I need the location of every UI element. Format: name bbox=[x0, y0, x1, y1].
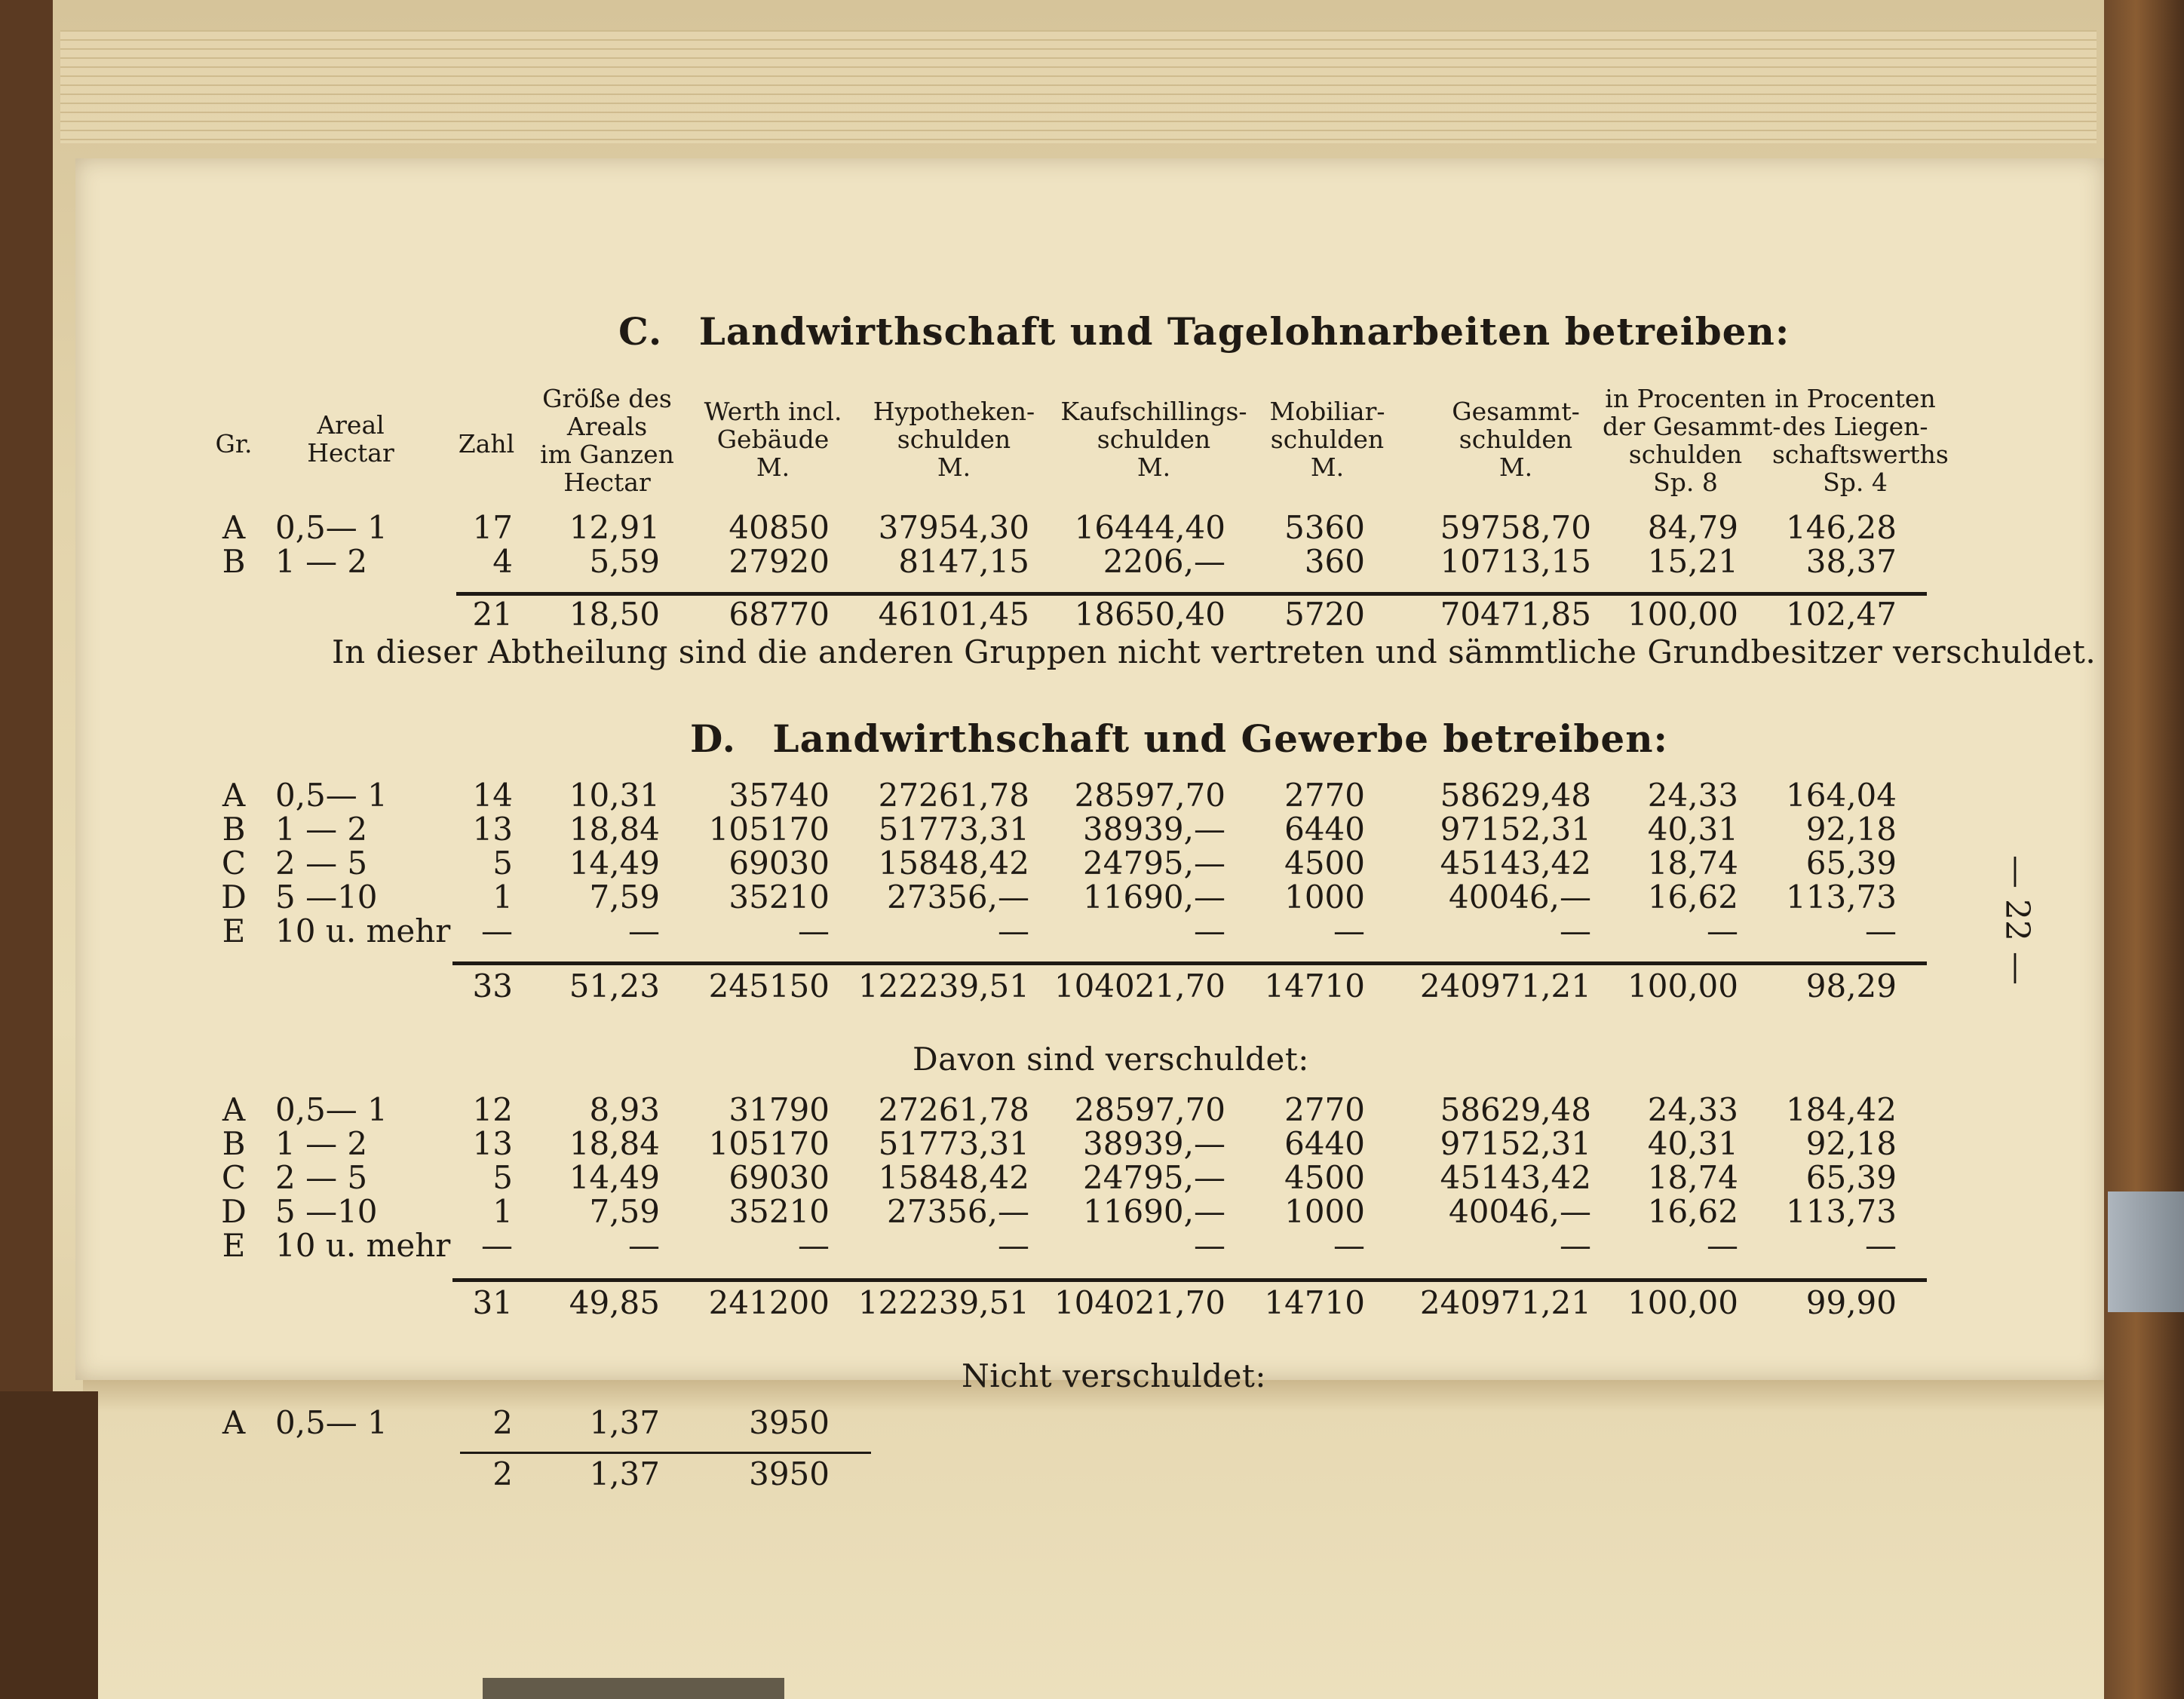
group-cell: B bbox=[222, 811, 246, 848]
kaufschilling-cell: 38939,— bbox=[1083, 1125, 1225, 1162]
proc-gesammt-cell: 100,00 bbox=[1627, 596, 1738, 633]
header-zahl: Zahl bbox=[458, 429, 515, 458]
proc-gesammt-cell: 18,74 bbox=[1647, 845, 1738, 882]
werth-cell: 105170 bbox=[708, 1125, 830, 1162]
werth-cell: 35210 bbox=[729, 1193, 830, 1230]
table-row bbox=[0, 1227, 2184, 1265]
proc-liegen-cell: 146,28 bbox=[1786, 509, 1897, 546]
werth-cell: 241200 bbox=[708, 1284, 830, 1321]
zahl-cell: 21 bbox=[472, 596, 513, 633]
groesse-cell: 49,85 bbox=[569, 1284, 660, 1321]
group-cell: E bbox=[222, 912, 246, 949]
werth-cell: 3950 bbox=[749, 1455, 830, 1492]
table-row bbox=[0, 811, 2184, 848]
areal-cell: 0,5— 1 bbox=[275, 1091, 388, 1128]
kaufschilling-cell: 104021,70 bbox=[1054, 1284, 1225, 1321]
gesammt-cell: 97152,31 bbox=[1440, 1125, 1591, 1162]
hypotheken-cell: 122239,51 bbox=[857, 1284, 1029, 1321]
mobiliar-cell: 5720 bbox=[1284, 596, 1365, 633]
zahl-cell: 31 bbox=[472, 1284, 513, 1321]
groesse-cell: 7,59 bbox=[589, 1193, 660, 1230]
hypotheken-cell: 51773,31 bbox=[878, 1125, 1029, 1162]
hypotheken-cell: 27261,78 bbox=[878, 1091, 1029, 1128]
header-hypotheken: Hypotheken- schulden M. bbox=[873, 397, 1035, 482]
gesammt-cell: 240971,21 bbox=[1419, 1284, 1591, 1321]
proc-liegen-cell: 164,04 bbox=[1786, 777, 1897, 814]
table-row bbox=[0, 1125, 2184, 1163]
kaufschilling-cell: 24795,— bbox=[1083, 1159, 1225, 1196]
groesse-cell: — bbox=[628, 1227, 660, 1264]
werth-cell: 69030 bbox=[729, 1159, 830, 1196]
table-row bbox=[0, 1193, 2184, 1231]
gesammt-cell: 40046,— bbox=[1449, 1193, 1591, 1230]
gesammt-cell: 58629,48 bbox=[1440, 777, 1591, 814]
areal-cell: 5 —10 bbox=[275, 1193, 378, 1230]
groesse-cell: 10,31 bbox=[569, 777, 660, 814]
table-row bbox=[0, 543, 2184, 581]
areal-cell: 2 — 5 bbox=[275, 845, 368, 882]
werth-cell: 3950 bbox=[749, 1404, 830, 1441]
werth-cell: 40850 bbox=[729, 509, 830, 546]
mobiliar-cell: 6440 bbox=[1284, 1125, 1365, 1162]
zahl-cell: 2 bbox=[492, 1404, 513, 1441]
areal-cell: 10 u. mehr bbox=[275, 1227, 451, 1264]
total-row bbox=[0, 1284, 2184, 1322]
proc-liegen-cell: 184,42 bbox=[1786, 1091, 1897, 1128]
proc-liegen-cell: 98,29 bbox=[1805, 968, 1897, 1004]
proc-liegen-cell: 99,90 bbox=[1805, 1284, 1897, 1321]
gesammt-cell: 70471,85 bbox=[1440, 596, 1591, 633]
kaufschilling-cell: 104021,70 bbox=[1054, 968, 1225, 1004]
proc-liegen-cell: 92,18 bbox=[1805, 1125, 1897, 1162]
group-cell: D bbox=[221, 879, 247, 915]
nicht-total-rule bbox=[460, 1452, 871, 1454]
kaufschilling-cell: 11690,— bbox=[1083, 879, 1225, 915]
kaufschilling-cell: 16444,40 bbox=[1074, 509, 1225, 546]
kaufschilling-cell: 2206,— bbox=[1103, 543, 1225, 580]
proc-gesammt-cell: 100,00 bbox=[1627, 968, 1738, 1004]
zahl-cell: 17 bbox=[472, 509, 513, 546]
kaufschilling-cell: 28597,70 bbox=[1074, 777, 1225, 814]
hypotheken-cell: 8147,15 bbox=[898, 543, 1029, 580]
table-row bbox=[0, 912, 2184, 950]
mobiliar-cell: 14710 bbox=[1264, 968, 1365, 1004]
areal-cell: 0,5— 1 bbox=[275, 1404, 388, 1441]
werth-cell: 31790 bbox=[729, 1091, 830, 1128]
section-d-title: Landwirthschaft und Gewerbe betreiben: bbox=[772, 716, 1669, 761]
proc-liegen-cell: 38,37 bbox=[1805, 543, 1897, 580]
davon-label: Davon sind verschuldet: bbox=[913, 1041, 1309, 1078]
section-d-total-rule bbox=[452, 961, 1927, 965]
section-c-heading bbox=[618, 309, 1790, 354]
kaufschilling-cell: 11690,— bbox=[1083, 1193, 1225, 1230]
gesammt-cell: 45143,42 bbox=[1440, 1159, 1591, 1196]
gesammt-cell: — bbox=[1560, 1227, 1591, 1264]
kaufschilling-cell: — bbox=[1194, 912, 1225, 949]
groesse-cell: 1,37 bbox=[589, 1404, 660, 1441]
header-kaufschilling: Kaufschillings- schulden M. bbox=[1060, 397, 1247, 482]
hypotheken-cell: — bbox=[998, 912, 1029, 949]
table-row bbox=[0, 845, 2184, 882]
areal-cell: 2 — 5 bbox=[275, 1159, 368, 1196]
areal-cell: 1 — 2 bbox=[275, 543, 368, 580]
areal-cell: 5 —10 bbox=[275, 879, 378, 915]
proc-liegen-cell: 65,39 bbox=[1805, 845, 1897, 882]
groesse-cell: 51,23 bbox=[569, 968, 660, 1004]
hypotheken-cell: 46101,45 bbox=[878, 596, 1029, 633]
hypotheken-cell: 51773,31 bbox=[878, 811, 1029, 848]
gesammt-cell: 59758,70 bbox=[1440, 509, 1591, 546]
proc-liegen-cell: 113,73 bbox=[1786, 879, 1897, 915]
header-mobiliar: Mobiliar- schulden M. bbox=[1269, 397, 1385, 482]
werth-cell: 69030 bbox=[729, 845, 830, 882]
groesse-cell: 14,49 bbox=[569, 845, 660, 882]
mobiliar-cell: — bbox=[1333, 1227, 1365, 1264]
mobiliar-cell: 14710 bbox=[1264, 1284, 1365, 1321]
zahl-cell: 4 bbox=[492, 543, 513, 580]
section-d-letter: D. bbox=[690, 716, 736, 761]
page-number: — 22 — bbox=[1998, 855, 2036, 985]
zahl-cell: 2 bbox=[492, 1455, 513, 1492]
mobiliar-cell: 4500 bbox=[1284, 845, 1365, 882]
gesammt-cell: 240971,21 bbox=[1419, 968, 1591, 1004]
gesammt-cell: 40046,— bbox=[1449, 879, 1591, 915]
header-areal: Areal Hectar bbox=[307, 410, 394, 468]
table-row bbox=[0, 1159, 2184, 1197]
proc-gesammt-cell: 40,31 bbox=[1647, 811, 1738, 848]
proc-gesammt-cell: — bbox=[1707, 1227, 1738, 1264]
groesse-cell: — bbox=[628, 912, 660, 949]
group-cell: B bbox=[222, 543, 246, 580]
zahl-cell: 5 bbox=[492, 845, 513, 882]
mobiliar-cell: 2770 bbox=[1284, 1091, 1365, 1128]
gesammt-cell: 45143,42 bbox=[1440, 845, 1591, 882]
groesse-cell: 5,59 bbox=[589, 543, 660, 580]
section-c-title: Landwirthschaft und Tagelohnarbeiten betreiben: bbox=[698, 309, 1790, 354]
zahl-cell: — bbox=[481, 912, 513, 949]
proc-gesammt-cell: — bbox=[1707, 912, 1738, 949]
nicht-label: Nicht verschuldet: bbox=[962, 1357, 1267, 1394]
mobiliar-cell: 360 bbox=[1304, 543, 1365, 580]
proc-liegen-cell: 65,39 bbox=[1805, 1159, 1897, 1196]
werth-cell: 68770 bbox=[729, 596, 830, 633]
zahl-cell: 1 bbox=[492, 879, 513, 915]
mobiliar-cell: 2770 bbox=[1284, 777, 1365, 814]
werth-cell: 245150 bbox=[708, 968, 830, 1004]
group-cell: D bbox=[221, 1193, 247, 1230]
table-row bbox=[0, 509, 2184, 547]
groesse-cell: 12,91 bbox=[569, 509, 660, 546]
werth-cell: 35210 bbox=[729, 879, 830, 915]
areal-cell: 10 u. mehr bbox=[275, 912, 451, 949]
proc-gesammt-cell: 16,62 bbox=[1647, 1193, 1738, 1230]
hypotheken-cell: 27356,— bbox=[887, 1193, 1029, 1230]
hypotheken-cell: 15848,42 bbox=[878, 1159, 1029, 1196]
groesse-cell: 18,84 bbox=[569, 1125, 660, 1162]
gesammt-cell: 10713,15 bbox=[1440, 543, 1591, 580]
header-gesammt: Gesammt- schulden M. bbox=[1452, 397, 1580, 482]
mobiliar-cell: 4500 bbox=[1284, 1159, 1365, 1196]
group-cell: B bbox=[222, 1125, 246, 1162]
areal-cell: 1 — 2 bbox=[275, 811, 368, 848]
group-cell: C bbox=[221, 845, 247, 882]
proc-gesammt-cell: 24,33 bbox=[1647, 1091, 1738, 1128]
proc-gesammt-cell: 18,74 bbox=[1647, 1159, 1738, 1196]
group-cell: A bbox=[222, 509, 246, 546]
zahl-cell: 5 bbox=[492, 1159, 513, 1196]
groesse-cell: 1,37 bbox=[589, 1455, 660, 1492]
areal-cell: 0,5— 1 bbox=[275, 509, 388, 546]
header-gr: Gr. bbox=[215, 429, 253, 458]
table-row bbox=[0, 777, 2184, 814]
hypotheken-cell: 122239,51 bbox=[857, 968, 1029, 1004]
groesse-cell: 18,50 bbox=[569, 596, 660, 633]
table-row bbox=[0, 1091, 2184, 1129]
header-proc-gesammt: in Procenten der Gesammt- schulden Sp. 8 bbox=[1603, 384, 1781, 497]
zahl-cell: — bbox=[481, 1227, 513, 1264]
total-row bbox=[0, 968, 2184, 1005]
proc-liegen-cell: 92,18 bbox=[1805, 811, 1897, 848]
groesse-cell: 14,49 bbox=[569, 1159, 660, 1196]
group-cell: A bbox=[222, 1404, 246, 1441]
kaufschilling-cell: — bbox=[1194, 1227, 1225, 1264]
proc-liegen-cell: — bbox=[1865, 912, 1897, 949]
gesammt-cell: 97152,31 bbox=[1440, 811, 1591, 848]
section-c-letter: C. bbox=[618, 309, 663, 354]
table-row bbox=[0, 1404, 2184, 1442]
davon-total-rule bbox=[452, 1278, 1927, 1282]
gesammt-cell: 58629,48 bbox=[1440, 1091, 1591, 1128]
kaufschilling-cell: 24795,— bbox=[1083, 845, 1225, 882]
gesammt-cell: — bbox=[1560, 912, 1591, 949]
kaufschilling-cell: 28597,70 bbox=[1074, 1091, 1225, 1128]
kaufschilling-cell: 18650,40 bbox=[1074, 596, 1225, 633]
proc-gesammt-cell: 24,33 bbox=[1647, 777, 1738, 814]
werth-cell: 105170 bbox=[708, 811, 830, 848]
header-groesse: Größe des Areals im Ganzen Hectar bbox=[540, 384, 674, 497]
total-row bbox=[0, 596, 2184, 633]
zahl-cell: 14 bbox=[472, 777, 513, 814]
werth-cell: 35740 bbox=[729, 777, 830, 814]
werth-cell: — bbox=[798, 912, 830, 949]
group-cell: A bbox=[222, 777, 246, 814]
section-c-note: In dieser Abtheilung sind die anderen Gruppen nicht vertreten und sämmtliche Grundbesitzer verschuldet. bbox=[332, 633, 2097, 670]
header-werth: Werth incl. Gebäude M. bbox=[704, 397, 842, 482]
groesse-cell: 8,93 bbox=[589, 1091, 660, 1128]
total-row bbox=[0, 1455, 2184, 1493]
zahl-cell: 12 bbox=[472, 1091, 513, 1128]
mobiliar-cell: 6440 bbox=[1284, 811, 1365, 848]
proc-liegen-cell: — bbox=[1865, 1227, 1897, 1264]
hypotheken-cell: — bbox=[998, 1227, 1029, 1264]
proc-liegen-cell: 102,47 bbox=[1786, 596, 1897, 633]
group-cell: A bbox=[222, 1091, 246, 1128]
proc-gesammt-cell: 16,62 bbox=[1647, 879, 1738, 915]
mobiliar-cell: — bbox=[1333, 912, 1365, 949]
werth-cell: — bbox=[798, 1227, 830, 1264]
werth-cell: 27920 bbox=[729, 543, 830, 580]
zahl-cell: 13 bbox=[472, 1125, 513, 1162]
hypotheken-cell: 15848,42 bbox=[878, 845, 1029, 882]
proc-gesammt-cell: 100,00 bbox=[1627, 1284, 1738, 1321]
group-cell: E bbox=[222, 1227, 246, 1264]
mobiliar-cell: 1000 bbox=[1284, 879, 1365, 915]
proc-gesammt-cell: 40,31 bbox=[1647, 1125, 1738, 1162]
groesse-cell: 7,59 bbox=[589, 879, 660, 915]
hypotheken-cell: 27356,— bbox=[887, 879, 1029, 915]
section-d-heading bbox=[690, 716, 1668, 761]
proc-liegen-cell: 113,73 bbox=[1786, 1193, 1897, 1230]
proc-gesammt-cell: 15,21 bbox=[1647, 543, 1738, 580]
zahl-cell: 33 bbox=[472, 968, 513, 1004]
groesse-cell: 18,84 bbox=[569, 811, 660, 848]
mobiliar-cell: 1000 bbox=[1284, 1193, 1365, 1230]
header-proc-liegen: in Procenten des Liegen- schaftswerths Sp. 4 bbox=[1772, 384, 1949, 497]
areal-cell: 0,5— 1 bbox=[275, 777, 388, 814]
table-row bbox=[0, 879, 2184, 916]
zahl-cell: 1 bbox=[492, 1193, 513, 1230]
mobiliar-cell: 5360 bbox=[1284, 509, 1365, 546]
hypotheken-cell: 27261,78 bbox=[878, 777, 1029, 814]
kaufschilling-cell: 38939,— bbox=[1083, 811, 1225, 848]
proc-gesammt-cell: 84,79 bbox=[1647, 509, 1738, 546]
areal-cell: 1 — 2 bbox=[275, 1125, 368, 1162]
zahl-cell: 13 bbox=[472, 811, 513, 848]
group-cell: C bbox=[221, 1159, 247, 1196]
hypotheken-cell: 37954,30 bbox=[878, 509, 1029, 546]
